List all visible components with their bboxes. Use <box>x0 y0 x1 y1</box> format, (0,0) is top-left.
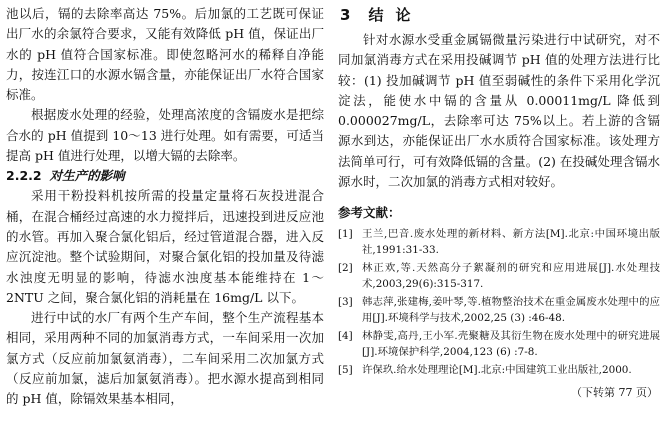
reference-text: 王兰,巴音.废水处理的新材料、新方法[M].北京:中国环境出版社,1991:31-33. <box>362 228 660 257</box>
reference-number: [3] <box>338 296 353 309</box>
reference-item <box>338 294 660 326</box>
subsection-heading <box>6 166 324 186</box>
reference-text: 林正欢,等.天然高分子絮凝剂的研究和应用进展[J].水处理技术,2003,29(6):315-317. <box>362 262 660 291</box>
continued-page-note: （下转第 77 页） <box>571 386 658 400</box>
reference-number: [5] <box>338 364 353 377</box>
section-heading-conclusion <box>340 4 660 26</box>
reference-number: [4] <box>338 330 353 343</box>
reference-text: 林静雯,高丹,王小军.壳聚糖及其衍生物在废水处理中的研究进展[J].环境保护科学,2004,123 (6) :7-8. <box>362 330 660 359</box>
reference-text: 韩志萍,张建梅,姜叶琴,等.植物整治技术在重金属废水处理中的应用[J].环境科学与技术,2002,25 (3) :46-48. <box>362 296 660 325</box>
left-column <box>6 4 324 410</box>
reference-item <box>338 260 660 292</box>
references-heading: 参考文献： <box>338 205 401 221</box>
section-title: 结论 <box>368 6 423 24</box>
reference-item <box>338 328 660 360</box>
paragraph-workshops: 进行中试的水厂有两个生产车间，整个生产流程基本相同，采用两种不同的加氯消毒方式，一车间采用一次加氯方式（反应前加氯氨消毒），二车间采用二次加氯方式（反应前加氯，滤后加氯氨消毒）。把水源水提高到相同的 pH 值，除镉效果基本相同， <box>6 310 324 407</box>
paragraph-dosing-process: 采用干粉投料机按所需的投量定量将石灰投进混合桶，在混合桶经过高速的水力搅拌后，迅速投到进反应池的水管。再加入聚合氯化铝后，经过管道混合器，进入反应沉淀池。整个试验期间，对聚合氯化铝的投加量及待滤水浊度无明显的影响，待滤水浊度基本能维持在 1～2NTU 之间，聚合氯化铝的消耗量在 16mg/L 以下。 <box>6 188 324 305</box>
paragraph-wastewater-experience: 根据废水处理的经验，处理高浓度的含镉废水是把综合水的 pH 值提到 10～13 进行处理。如有需要，可适当提高 pH 值进行处理，以增大镉的去除率。 <box>6 107 324 164</box>
reference-item <box>338 226 660 258</box>
subsection-number: 2.2.2 <box>6 168 42 184</box>
reference-text: 许保玖.给水处理理论[M].北京:中国建筑工业出版社,2000. <box>362 364 632 377</box>
reference-item <box>338 362 660 378</box>
subsection-title: 对生产的影响 <box>49 168 125 184</box>
reference-number: [1] <box>338 228 353 241</box>
paragraph-cadmium-removal: 池以后，镉的去除率高达 75%。后加氯的工艺既可保证出厂水的余氯符合要求，又能有效降低 pH 值，保证出厂水的 pH 值符合国家标准。即使忽略河水的稀释自净能力，按连江口的水源水镉含量，亦能保证出厂水符合国家标准。 <box>6 6 324 103</box>
references-list <box>338 226 660 378</box>
reference-number: [2] <box>338 262 353 275</box>
section-number: 3 <box>340 6 351 24</box>
paragraph-conclusion: 针对水源水受重金属镉微量污染进行中试研究，对不同加氯消毒方式在采用投碱调节 pH 值的处理方法进行比较：(1) 投加碱调节 pH 值至弱碱性的条件下采用化学沉淀法，能使水中镉的含量从 0.00011mg/L 降低到 0.000027mg/L，去除率可达 75%以上。若上游的含镉源水到达，亦能保证出厂水水质符合国家标准。该处理方法简单可行，可有效降低镉的含量。(2) 在投碱处理含镉水源水时，二次加氯的消毒方式相对较好。 <box>338 32 660 190</box>
right-column <box>338 4 660 400</box>
